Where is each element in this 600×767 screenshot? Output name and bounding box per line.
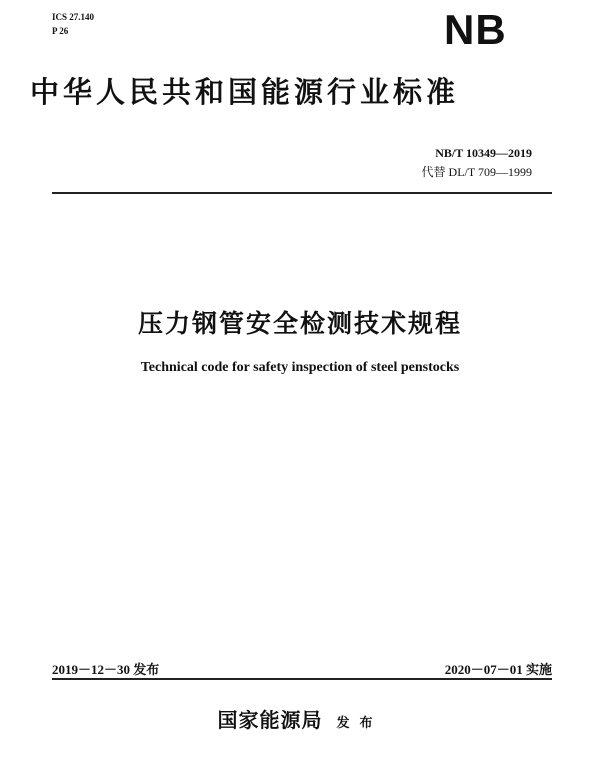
classification-codes [52, 10, 94, 38]
publisher-name: 国家能源局 [217, 708, 323, 732]
publisher-line [0, 704, 600, 733]
standard-number: NB/T 10349—2019 [435, 146, 532, 160]
title-english: Technical code for safety inspection of steel penstocks [140, 360, 460, 375]
replaces-standard: 代替 DL/T 709—1999 [421, 165, 532, 179]
top-divider [52, 192, 552, 194]
ccs-code: P 26 [52, 26, 69, 36]
implementation-date: 2020－07－01 实施 [444, 662, 552, 677]
bottom-divider [52, 678, 552, 680]
standard-number-block [422, 144, 532, 182]
ics-code: ICS 27.140 [52, 12, 95, 22]
title-chinese: 压力钢管安全检测技术规程 [137, 309, 462, 338]
issuing-standard-category: 中华人民共和国能源行业标准 [30, 75, 460, 109]
issue-date: 2019－12－30 发布 [52, 662, 160, 677]
publisher-verb: 发布 [336, 716, 383, 731]
nb-logo: NB [444, 6, 507, 53]
